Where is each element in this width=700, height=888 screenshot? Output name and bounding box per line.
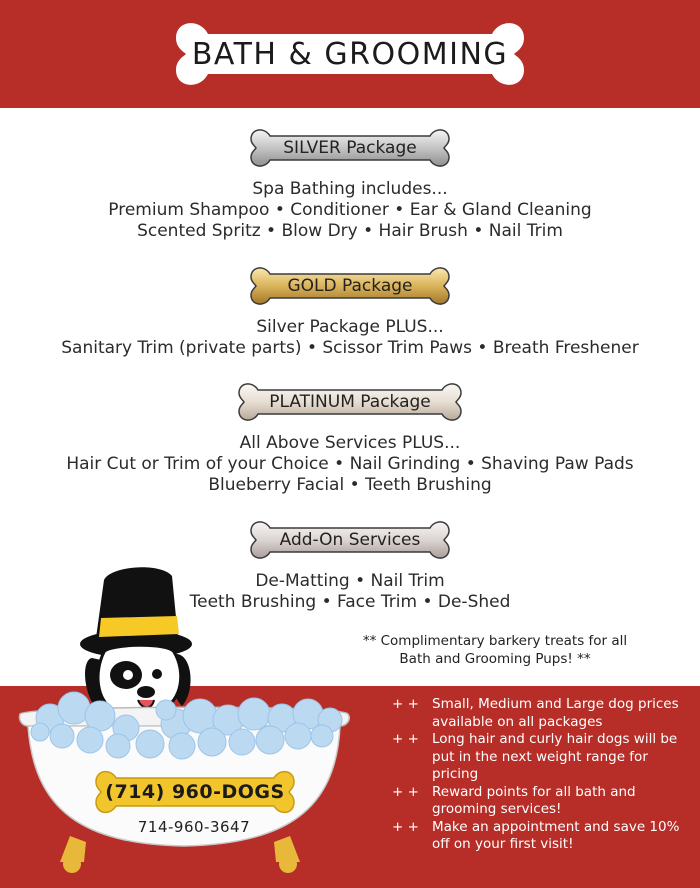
- addon-line-2: Teeth Brushing • Face Trim • De-Shed: [189, 592, 511, 612]
- addon-line-1: De-Matting • Nail Trim: [255, 571, 445, 591]
- perk-text: Long hair and curly hair dogs will be put in the next weight range for pricing: [432, 731, 678, 782]
- silver-line-3: Scented Spritz • Blow Dry • Hair Brush • Nail Trim: [137, 221, 563, 241]
- perk-text: Reward points for all bath and grooming services!: [432, 783, 636, 817]
- silver-package-title: SILVER Package: [283, 138, 417, 158]
- note-line-2: Bath and Grooming Pups! **: [399, 651, 591, 667]
- silver-package-details: [0, 179, 700, 242]
- title-bone: [172, 16, 528, 92]
- perk-item: [392, 819, 692, 854]
- phone-number[interactable]: 714-960-3647: [137, 818, 251, 836]
- silver-package-bone: [248, 126, 452, 170]
- silver-line-1: Spa Bathing includes...: [252, 179, 448, 199]
- note-line-1: ** Complimentary barkery treats for all: [362, 633, 628, 649]
- perk-text: Small, Medium and Large dog prices available on all packages: [432, 696, 679, 730]
- page-title: BATH & GROOMING: [191, 36, 509, 72]
- platinum-line-1: All Above Services PLUS...: [239, 433, 461, 453]
- gold-package-details: [0, 317, 700, 359]
- perk-text: Make an appointment and save 10% off on your first visit!: [432, 818, 680, 852]
- silver-line-2: Premium Shampoo • Conditioner • Ear & Gland Cleaning: [108, 200, 592, 220]
- platinum-package-title: PLATINUM Package: [269, 392, 431, 412]
- gold-line-2: Sanitary Trim (private parts) • Scissor Trim Paws • Breath Freshener: [61, 338, 639, 358]
- perk-mark: + +: [392, 783, 419, 800]
- addon-services-title: Add-On Services: [279, 530, 421, 550]
- perks-list: [392, 696, 692, 854]
- platinum-line-2: Hair Cut or Trim of your Choice • Nail Grinding • Shaving Paw Pads: [66, 454, 634, 474]
- perk-item: [392, 731, 692, 784]
- platinum-package-bone: [236, 380, 464, 424]
- gold-package-bone: [248, 264, 452, 308]
- perk-mark: + +: [392, 696, 419, 712]
- complimentary-treats-note: [340, 632, 650, 668]
- platinum-package-details: [0, 433, 700, 496]
- gold-package-title: GOLD Package: [287, 276, 413, 296]
- gold-line-1: Silver Package PLUS...: [256, 317, 444, 337]
- perk-mark: + +: [392, 818, 419, 835]
- vanity-phone-number[interactable]: (714) 960-DOGS: [105, 781, 285, 803]
- perk-item: [392, 696, 692, 731]
- perk-item: [392, 784, 692, 819]
- platinum-line-3: Blueberry Facial • Teeth Brushing: [208, 475, 492, 495]
- perk-mark: + +: [392, 731, 419, 747]
